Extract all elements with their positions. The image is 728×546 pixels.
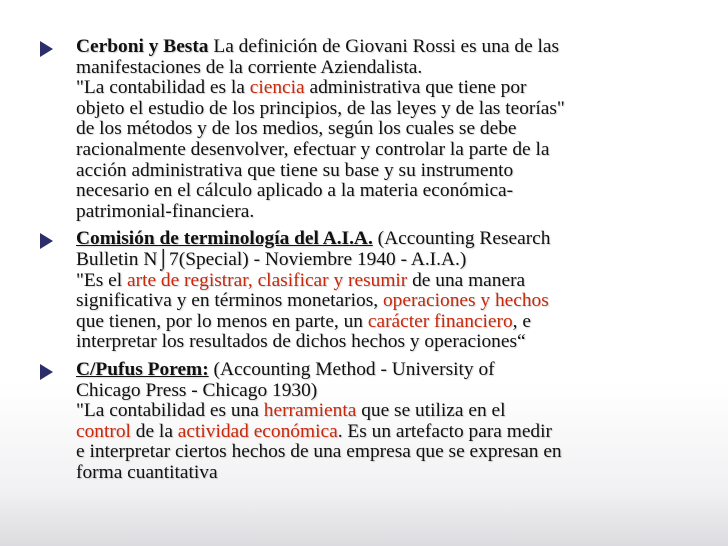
highlighted-term: carácter financiero [367,310,513,332]
text-segment: Chicago Press - Chicago 1930) [76,379,318,401]
text-line [76,37,692,58]
text-segment: "Es el [76,269,127,291]
text-line [76,291,692,312]
highlighted-term: control [76,420,131,442]
bullet-item [40,229,692,353]
text-segment: administrativa que tiene por [304,77,527,99]
highlighted-term: herramienta [263,400,357,422]
text-segment: patrimonial-financiera. [76,200,255,222]
bullet-item [40,37,692,222]
text-segment: necesario en el cálculo aplicado a la materia económica- [76,180,514,202]
text-line [76,442,692,463]
text-segment: "La contabilidad es la [76,77,250,99]
text-line [76,99,692,120]
text-line [76,463,692,484]
text-segment: significativa y en términos monetarios, [76,290,383,312]
text-segment: e interpretar ciertos hechos de una empresa que se expresan en [76,441,562,463]
text-line [76,58,692,79]
text-line [76,360,692,381]
text-segment: . Es un artefacto para medir [337,420,552,442]
text-line [76,140,692,161]
text-line [76,332,692,353]
highlighted-term: actividad económica [177,420,338,442]
bullet-list [40,37,692,490]
bold-term: C/Pufus Porem: [76,358,209,380]
bold-term: Comisión de terminología del A.I.A. [76,228,373,250]
bullet-triangle-icon [40,41,53,57]
text-segment: "La contabilidad es una [76,400,264,422]
text-segment: racionalmente desenvolver, efectuar y controlar la parte de la [76,138,550,160]
text-segment: manifestaciones de la corriente Aziendalista. [76,56,423,78]
text-segment: que tienen, por lo menos en parte, un [76,310,368,332]
bullet-triangle-icon [40,233,53,249]
text-segment: Bulletin N⌡7(Special) - Noviembre 1940 - A.I.A.) [76,248,467,270]
text-line [76,312,692,333]
text-line [76,381,692,402]
bullet-triangle-icon [40,364,53,380]
text-line [76,119,692,140]
text-line [76,422,692,443]
text-line [76,401,692,422]
text-segment: forma cuantitativa [76,461,218,483]
text-segment: (Accounting Research [372,228,551,250]
text-line [76,181,692,202]
bullet-item [40,360,692,484]
text-segment: objeto el estudio de los principios, de las leyes y de las teorías" [76,97,565,119]
text-line [76,229,692,250]
text-segment: acción administrativa que tiene su base y su instrumento [76,159,514,181]
text-line [76,202,692,223]
text-segment: de la [130,420,178,442]
text-line [76,161,692,182]
highlighted-term: ciencia [249,77,305,99]
highlighted-term: arte de registrar, clasificar y resumir [127,269,408,291]
text-line [76,271,692,292]
text-segment: La definición de Giovani Rossi es una de las [208,36,560,57]
bold-term: Cerboni y Besta [76,36,209,57]
text-line [76,250,692,271]
text-segment: , e [512,310,531,332]
highlighted-term: operaciones y hechos [382,290,549,312]
text-segment: que se utiliza en el [356,400,506,422]
text-segment: de los métodos y de los medios, según los cuales se debe [76,118,517,140]
text-segment: interpretar los resultados de dichos hechos y operaciones“ [76,331,526,353]
text-line [76,78,692,99]
text-segment: (Accounting Method - University of [208,358,495,380]
text-segment: de una manera [407,269,526,291]
